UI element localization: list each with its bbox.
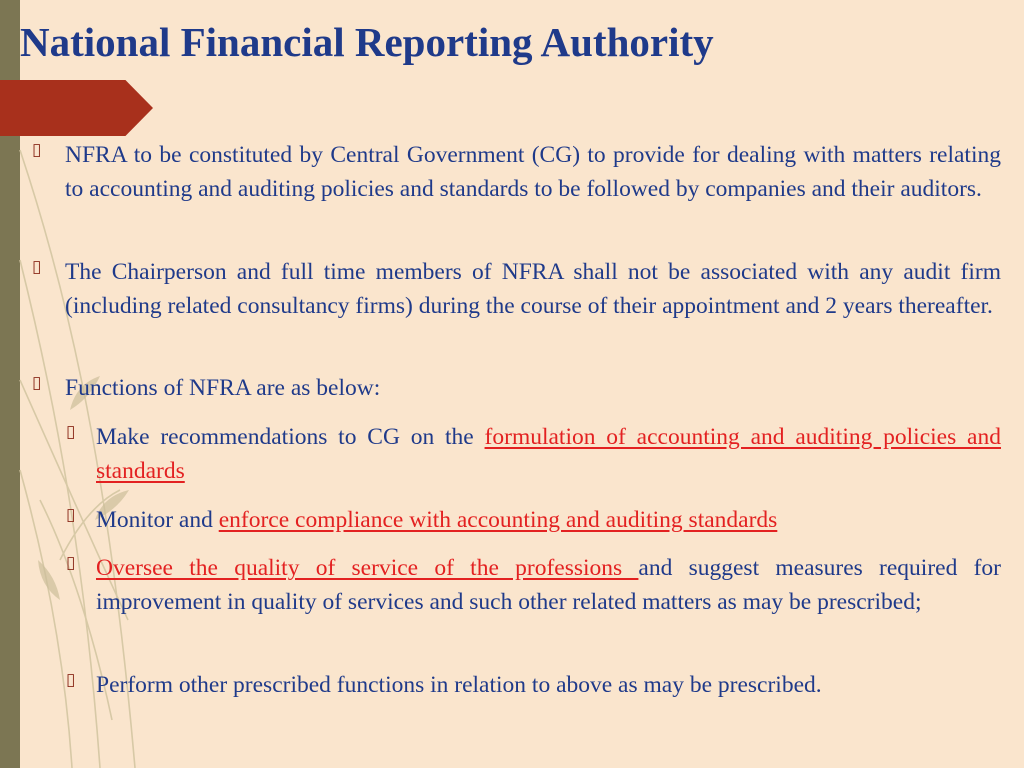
box-glyph-icon: ▯ bbox=[32, 257, 42, 276]
slide-title: National Financial Reporting Authority bbox=[20, 19, 714, 65]
sub-point-text-after: and suggest measures required for improvement in quality of services and such other related matters as may be prescribed; bbox=[96, 555, 1001, 615]
bullet-point-3 bbox=[32, 371, 1001, 405]
bullet-point-text: NFRA to be constituted by Central Government (CG) to provide for dealing with matters relating to accounting and auditing policies and standards to be followed by companies and their auditors. bbox=[65, 142, 1001, 202]
sub-point-text-after: Perform other prescribed functions in relation to above as may be prescribed. bbox=[96, 672, 822, 698]
branch-line bbox=[20, 470, 72, 768]
sub-point-text: Monitor and bbox=[96, 507, 219, 533]
highlighted-text: formulation of accounting and auditing policies and standards bbox=[96, 424, 1001, 484]
highlighted-text: Oversee the quality of service of the professions bbox=[96, 555, 639, 581]
box-glyph-icon: ▯ bbox=[66, 422, 76, 441]
accent-arrow-shape bbox=[0, 80, 153, 136]
bullet-point-text: Functions of NFRA are as below: bbox=[65, 375, 381, 401]
sub-point-4 bbox=[66, 668, 1001, 702]
box-glyph-icon: ▯ bbox=[32, 373, 42, 392]
sub-point-3 bbox=[66, 551, 1001, 619]
highlighted-text: enforce compliance with accounting and auditing standards bbox=[218, 507, 778, 533]
bullet-point-1 bbox=[32, 138, 1001, 206]
sub-point-1 bbox=[66, 420, 1001, 488]
bullet-point-text: The Chairperson and full time members of NFRA shall not be associated with any audit firm (including related consultancy firms) during the course of their appointment and 2 years thereafter. bbox=[65, 259, 1001, 319]
box-glyph-icon: ▯ bbox=[66, 553, 76, 572]
box-glyph-icon: ▯ bbox=[32, 140, 42, 159]
sub-point-text: Make recommendations to CG on the bbox=[96, 424, 485, 450]
box-glyph-icon: ▯ bbox=[66, 670, 76, 689]
bullet-point-2 bbox=[32, 255, 1001, 323]
sub-point-2 bbox=[66, 503, 1001, 537]
box-glyph-icon: ▯ bbox=[66, 505, 76, 524]
